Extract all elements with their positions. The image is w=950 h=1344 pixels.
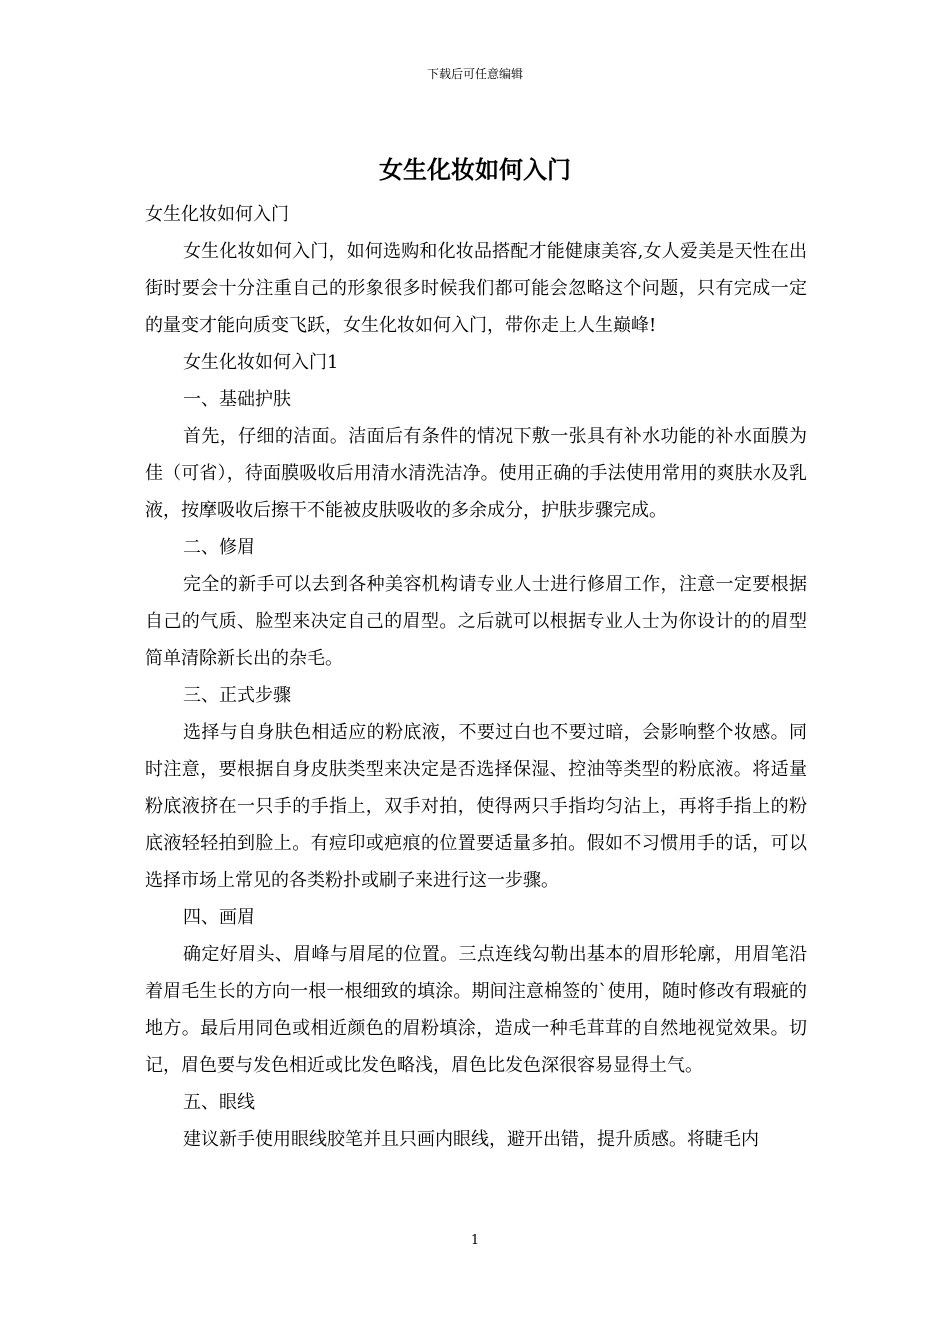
paragraph-draw-brows: 确定好眉头、眉峰与眉尾的位置。三点连线勾勒出基本的眉形轮廓，用眉笔沿着眉毛生长的方向一根一根细致的填涂。期间注意棉签的`使用，随时修改有瑕疵的地方。最后用同色或相近颜色的眉粉填涂，造成一种毛茸茸的自然地视觉效果。切记，眉色要与发色相近或比发色略浅，眉色比发色深很容易显得土气。 — [145, 944, 807, 1076]
paragraph-eyeliner: 建议新手使用眼线胶笔并且只画内眼线，避开出错，提升质感。将睫毛内 — [183, 1129, 759, 1150]
section-heading-1: 女生化妆如何入门1 — [183, 352, 339, 373]
step-heading-basic-skincare: 一、基础护肤 — [183, 389, 291, 410]
paragraph-eyebrow-trim: 完全的新手可以去到各种美容机构请专业人士进行修眉工作，注意一定要根据自己的气质、脸型来决定自己的眉型。之后就可以根据专业人士为你设计的的眉型简单清除新长出的杂毛。 — [145, 574, 807, 669]
page-header: 下载后可任意编辑 — [426, 67, 523, 81]
document-body — [145, 196, 807, 1158]
paragraph-formal-steps: 选择与自身肤色相适应的粉底液，不要过白也不要过暗，会影响整个妆感。同时注意，要根据自身皮肤类型来决定是否选择保湿、控油等类型的粉底液。将适量粉底液挤在一只手的手指上，双手对拍，使得两只手指均匀沾上，再将手指上的粉底液轻轻拍到脸上。有痘印或疤痕的位置要适量多拍。假如不习惯用手的话，可以选择市场上常见的各类粉扑或刷子来进行这一步骤。 — [145, 722, 807, 891]
step-heading-eyeliner: 五、眼线 — [183, 1092, 255, 1113]
page-number: 1 — [470, 1233, 480, 1248]
step-heading-draw-brows: 四、画眉 — [183, 907, 255, 928]
step-heading-formal-steps: 三、正式步骤 — [183, 685, 291, 706]
paragraph-basic-skincare: 首先，仔细的洁面。洁面后有条件的情况下敷一张具有补水功能的补水面膜为佳（可省），待面膜吸收后用清水清洗洁净。使用正确的手法使用常用的爽肤水及乳液，按摩吸收后擦干不能被皮肤吸收的多余成分，护肤步骤完成。 — [145, 426, 807, 521]
subtitle-line: 女生化妆如何入门 — [145, 204, 289, 225]
intro-paragraph: 女生化妆如何入门，如何选购和化妆品搭配才能健康美容,女人爱美是天性在出街时要会十分注重自己的形象很多时候我们都可能会忽略这个问题，只有完成一定的量变才能向质变飞跃，女生化妆如何入门，带你走上人生巅峰! — [145, 241, 807, 336]
document-title: 女生化妆如何入门 — [379, 155, 571, 184]
step-heading-eyebrow-trim: 二、修眉 — [183, 537, 255, 558]
